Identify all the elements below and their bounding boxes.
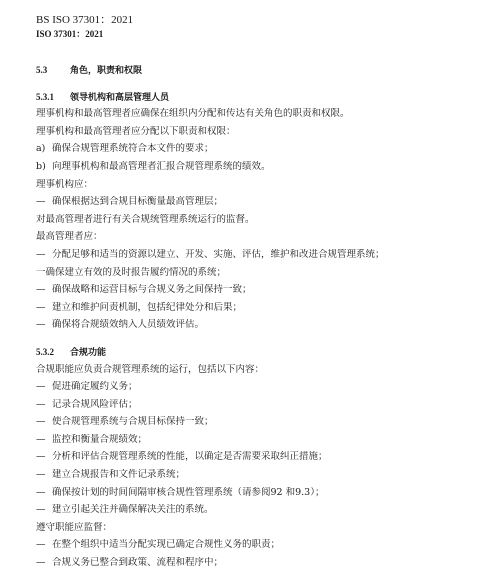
section-heading-5-3-2: 5.3.2 合规功能 — [36, 346, 107, 358]
list-item-a: a) 确保合规管理系统符合本文件的要求； — [36, 143, 214, 155]
list-item: — 在整个组织中适当分配实现已确定合规性义务的职责； — [36, 539, 281, 551]
list-item-continuation: 一确保建立有效的及时报告履约情况的系统； — [36, 266, 227, 278]
paragraph: 理事机构和最高管理者应分配以下职责和权限： — [36, 125, 236, 137]
list-item: — 分析和评估合规管理系统的性能，以确定是否需要采取纠正措施； — [36, 451, 328, 463]
list-item: — 建立引起关注并确保解决关注的系统。 — [36, 504, 214, 516]
paragraph: 遵守职能应监督： — [36, 521, 113, 533]
list-item: — 监控和衡量合规绩效； — [36, 433, 148, 445]
list-item: — 促进确定履约义务； — [36, 381, 138, 393]
header-standard-bs: BS ISO 37301：2021 — [36, 14, 134, 26]
section-heading-5-3-1: 5.3.1 领导机构和高层管理人员 — [36, 91, 170, 103]
list-item: — 建立和维护问责机制，包括纪律处分和后果； — [36, 301, 243, 313]
paragraph: 合规职能应负责合规管理系统的运行，包括以下内容： — [36, 363, 265, 375]
paragraph: 最高管理者应： — [36, 231, 103, 243]
list-item: — 确保按计划的时间间隔审核合规性管理系统（请参阅92 和9.3）； — [36, 486, 325, 498]
section-heading-5-3: 5.3 角色，职责和权限 — [36, 65, 143, 76]
list-item: — 使合规管理系统与合规目标保持一致； — [36, 416, 214, 428]
paragraph: 理事机构应： — [36, 178, 94, 190]
header-standard-iso: ISO 37301：2021 — [36, 29, 104, 39]
paragraph: 理事机构和最高管理者应确保在组织内分配和传达有关角色的职责和权限。 — [36, 108, 350, 120]
list-item: — 确保战略和运营目标与合规义务之间保持一致； — [36, 284, 252, 296]
list-item: — 建立合规报告和文件记录系统； — [36, 469, 186, 481]
list-item: — 合规义务已整合到政策、流程和程序中； — [36, 557, 224, 569]
list-item: — 记录合规风险评估； — [36, 398, 138, 410]
list-item-b: b) 向理事机构和最高管理者汇报合规管理系统的绩效。 — [36, 160, 271, 172]
document-body — [36, 64, 486, 575]
list-item: — 确保将合规绩效纳入人员绩效评估。 — [36, 319, 205, 331]
list-item: — 分配足够和适当的资源以建立、开发、实施、评估，维护和改进合规管理系统； — [36, 248, 385, 260]
list-item: 对最高管理者进行有关合规统管理系统运行的监督。 — [36, 213, 255, 225]
list-item: — 确保根据达到合规目标衡量最高管理层； — [36, 196, 224, 208]
